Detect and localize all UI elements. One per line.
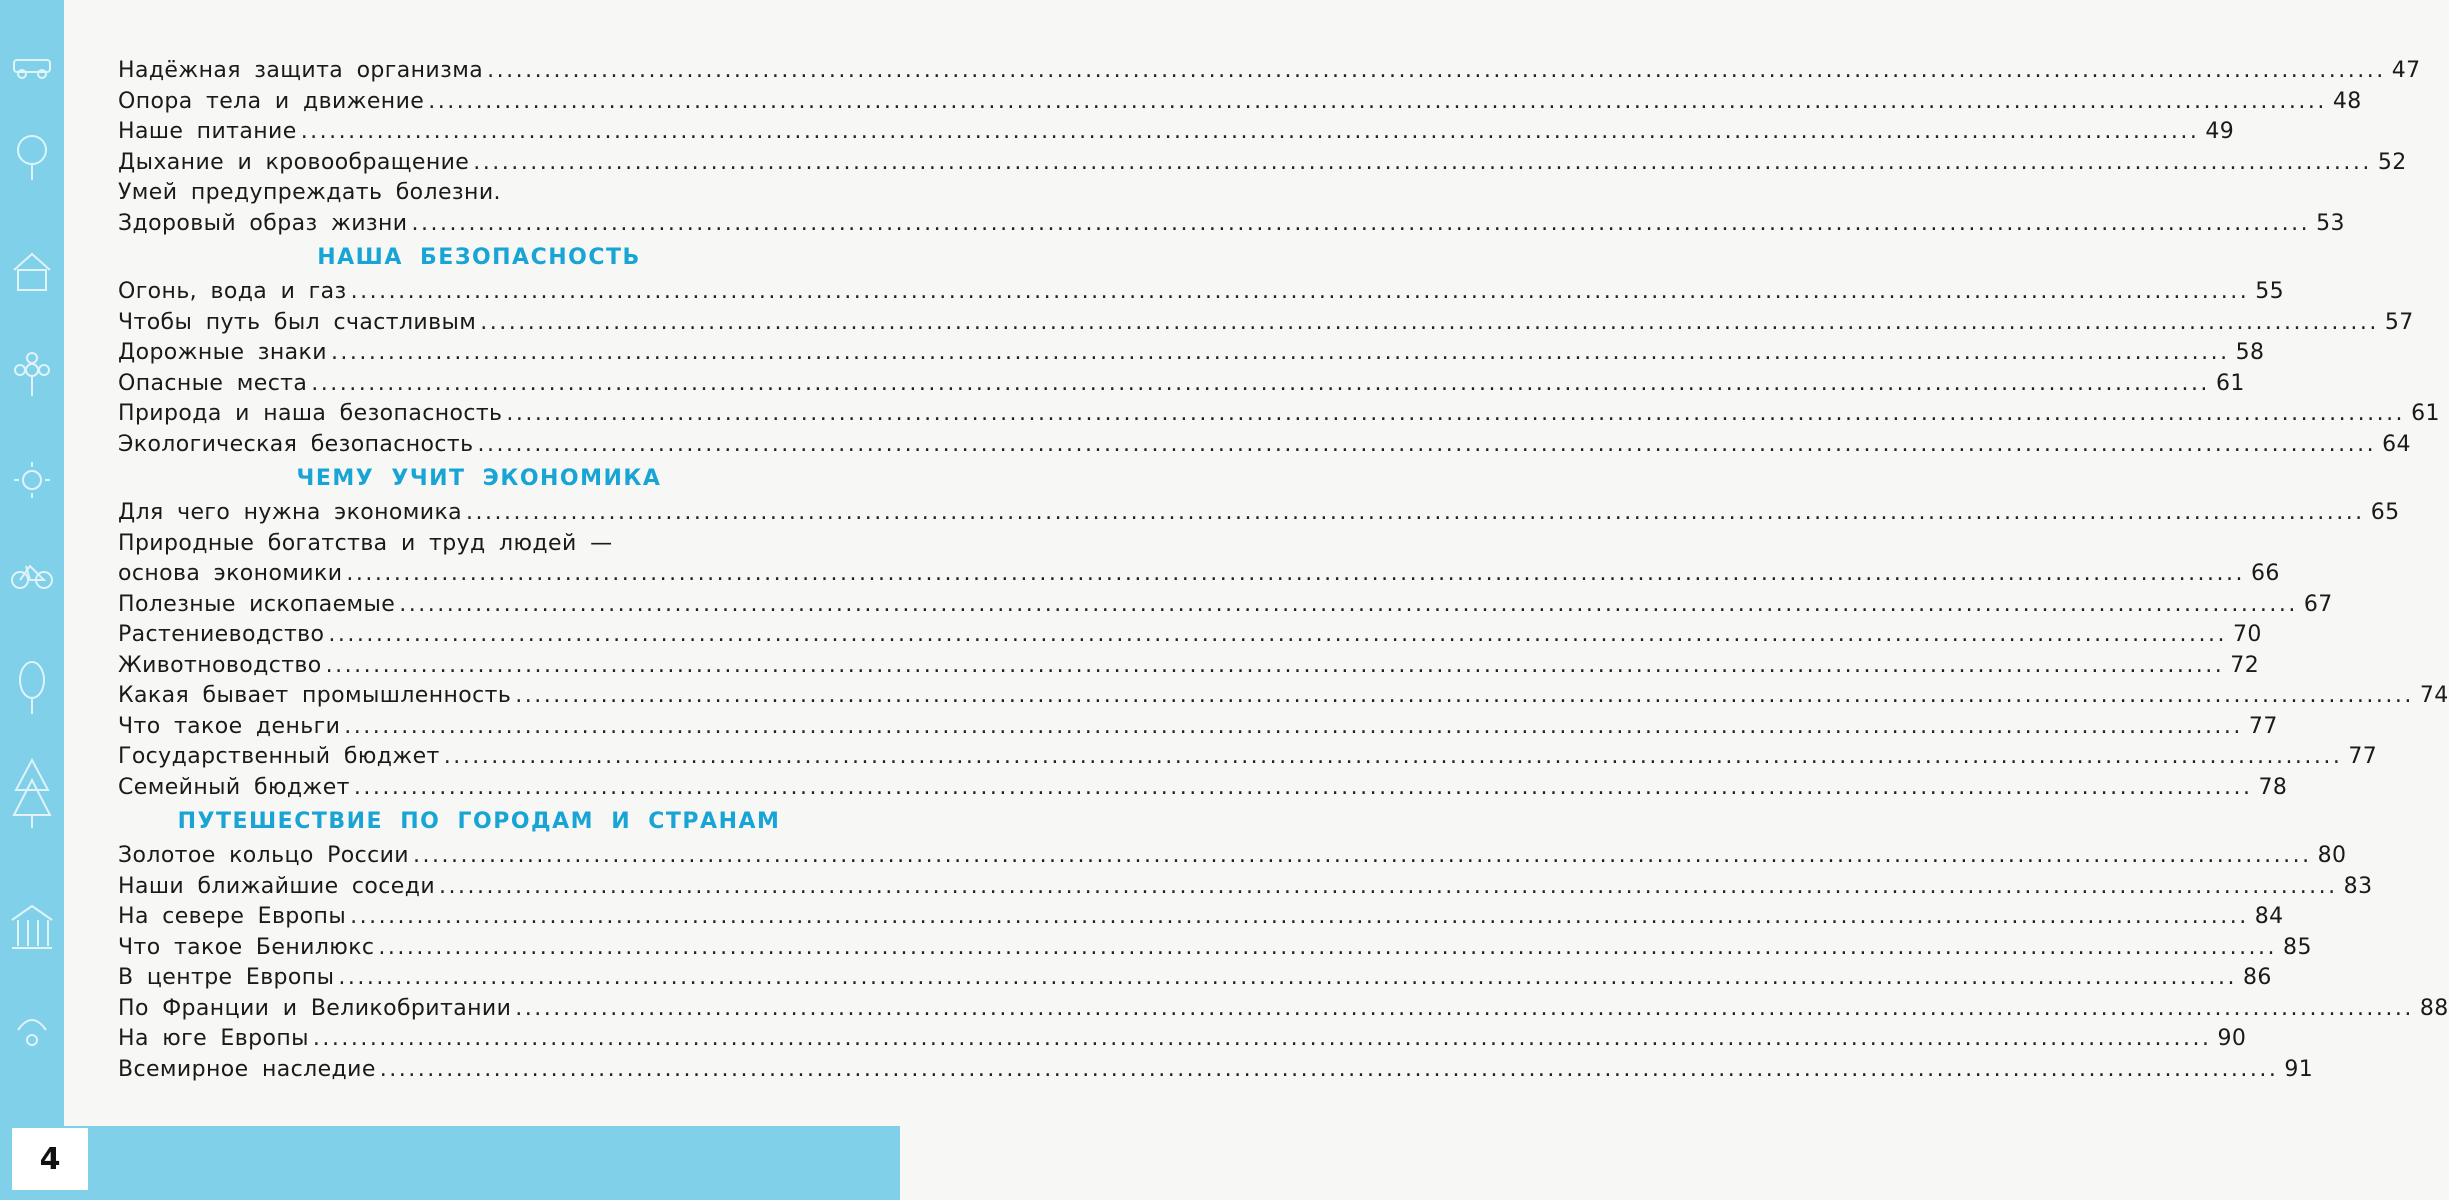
toc-entry-page: 65 [2370, 500, 2400, 525]
toc-entry-page: 64 [2382, 431, 2411, 457]
dot-leader: ........................................................................................................................................................................................................ [344, 713, 2243, 739]
dot-leader: ........................................................................................................................................................................................................ [378, 934, 2278, 960]
tree-icon [18, 136, 46, 180]
toc-entry-title: Растениеводство [118, 622, 325, 647]
dot-leader: ........................................................................................................................................................................................................ [353, 774, 2253, 800]
dot-leader: ........................................................................................................................................................................................................ [399, 591, 2298, 617]
toc-entry[interactable] [118, 338, 2265, 369]
section-heading: ЧЕМУ УЧИТ ЭКОНОМИКА [296, 466, 662, 491]
toc-entry-title: Огонь, вода и газ [118, 279, 347, 304]
toc-entry-title: В центре Европы [118, 965, 335, 990]
toc-entry-page: 88 [2419, 995, 2449, 1021]
toc-entry-page: 66 [2251, 561, 2280, 586]
dot-leader: ........................................................................................................................................................................................................ [379, 1056, 2279, 1082]
page-number: 4 [12, 1128, 88, 1190]
dot-leader: ........................................................................................................................................................................................................ [477, 431, 2377, 457]
toc-entry[interactable] [118, 277, 2285, 308]
dot-leader: ........................................................................................................................................................................................................ [466, 500, 2365, 525]
dot-leader: ........................................................................................................................................................................................................ [515, 683, 2414, 708]
dot-leader: ........................................................................................................................................................................................................ [506, 401, 2406, 426]
toc-entry-page: 90 [2217, 1026, 2247, 1051]
bottom-band [0, 1126, 900, 1200]
toc-entry-page: 61 [2215, 370, 2245, 396]
toc-entry-title: По Франции и Великобритании [118, 995, 512, 1021]
section-heading: НАША БЕЗОПАСНОСТЬ [317, 245, 641, 270]
dot-leader: ........................................................................................................................................................................................................ [312, 1026, 2212, 1051]
toc-entry-page: 83 [2343, 873, 2373, 899]
dot-leader: ........................................................................................................................................................................................................ [325, 652, 2225, 678]
dot-leader: ........................................................................................................................................................................................................ [328, 622, 2228, 647]
sidebar-decoration [0, 0, 64, 1200]
dot-leader: ........................................................................................................................................................................................................ [330, 340, 2230, 365]
section-heading: ПУТЕШЕСТВИЕ ПО ГОРОДАМ И СТРАНАМ [177, 809, 781, 834]
toc-entry[interactable] [118, 430, 2411, 461]
building-icon [12, 906, 52, 948]
toc-entry-title: Полезные ископаемые [118, 591, 396, 617]
toc-entry[interactable] [118, 559, 2280, 590]
toc-entry-title-line: Умей предупреждать болезни. [118, 180, 501, 205]
toc-entry[interactable] [118, 872, 2373, 903]
dot-leader: ........................................................................................................................................................................................................ [346, 561, 2246, 586]
toc-entry-page: 72 [2230, 652, 2260, 678]
toc-entry[interactable] [118, 902, 2284, 933]
toc-entry[interactable] [118, 209, 2345, 240]
dot-leader: ........................................................................................................................................................................................................ [480, 309, 2379, 335]
flower-icon [15, 353, 49, 396]
toc-entry-title: На юге Европы [118, 1026, 309, 1051]
toc-entry-title: Какая бывает промышленность [118, 683, 512, 708]
toc-entry-title: Природа и наша безопасность [118, 401, 503, 426]
dot-leader: ........................................................................................................................................................................................................ [443, 744, 2343, 769]
dot-leader: ........................................................................................................................................................................................................ [338, 965, 2237, 990]
toc-entry[interactable] [118, 933, 2312, 964]
table-of-contents [118, 56, 2449, 1085]
toc-entry-page: 61 [2411, 401, 2440, 426]
toc-entry-title: Чтобы путь был счастливым [118, 309, 477, 335]
dot-leader: ........................................................................................................................................................................................................ [487, 58, 2386, 83]
toc-entry[interactable] [118, 117, 2235, 148]
toc-entry-title: Животноводство [118, 652, 322, 678]
toc-entry[interactable] [118, 498, 2400, 529]
toc-entry[interactable] [118, 148, 2407, 179]
toc-entry-page: 55 [2255, 279, 2285, 304]
dot-leader: ........................................................................................................................................................................................................ [311, 370, 2210, 396]
toc-entry[interactable] [118, 369, 2245, 400]
toc-entry-title: Семейный бюджет [118, 774, 350, 800]
toc-entry-title: Всемирное наследие [118, 1056, 376, 1082]
car-icon [14, 60, 50, 78]
toc-entry-title: Золотое кольцо России [118, 843, 410, 868]
toc-entry-page: 78 [2258, 774, 2288, 800]
bird-icon [18, 1020, 46, 1045]
toc-entry[interactable] [118, 308, 2414, 339]
dot-leader: ........................................................................................................................................................................................................ [350, 279, 2250, 304]
toc-entry-title: Что такое деньги [118, 713, 341, 739]
toc-entry[interactable] [118, 1055, 2314, 1086]
toc-entry[interactable] [118, 1024, 2247, 1055]
toc-entry-title: Что такое Бенилюкс [118, 934, 375, 960]
toc-entry-page: 49 [2205, 119, 2235, 144]
toc-entry-title: Дорожные знаки [118, 340, 327, 365]
fir-tree-icon [14, 760, 50, 828]
toc-entry-title: Государственный бюджет [118, 744, 440, 769]
toc-entry-page: 47 [2391, 58, 2421, 83]
toc-entry[interactable] [118, 87, 2362, 118]
toc-entry[interactable] [118, 399, 2440, 430]
sidebar-icon-pattern [6, 40, 58, 1080]
toc-entry-page: 91 [2284, 1056, 2314, 1082]
dot-leader: ........................................................................................................................................................................................................ [428, 88, 2327, 114]
sun-icon [14, 462, 50, 498]
dot-leader: ........................................................................................................................................................................................................ [411, 210, 2311, 236]
dot-leader: ........................................................................................................................................................................................................ [439, 873, 2338, 899]
house-icon [14, 254, 50, 290]
toc-entry-page: 52 [2377, 149, 2407, 175]
toc-entry-title: Надёжная защита организма [118, 58, 484, 83]
toc-entry-title: На севере Европы [118, 904, 347, 929]
toc-entry[interactable] [118, 994, 2449, 1025]
toc-entry-page: 53 [2316, 210, 2345, 236]
dot-leader: ........................................................................................................................................................................................................ [413, 843, 2312, 868]
toc-entry[interactable] [118, 56, 2421, 87]
dot-leader: ........................................................................................................................................................................................................ [300, 119, 2200, 144]
toc-entry[interactable] [118, 773, 2288, 804]
toc-entry-title: Экологическая безопасность [118, 431, 474, 457]
tree-icon-2 [20, 662, 44, 714]
toc-entry-page: 58 [2235, 340, 2265, 365]
toc-entry[interactable] [118, 651, 2260, 682]
toc-entry-title: Дыхание и кровообращение [118, 149, 470, 175]
toc-entry-page: 84 [2254, 904, 2284, 929]
toc-entry-page: 74 [2419, 683, 2449, 708]
toc-entry[interactable] [118, 742, 2378, 773]
toc-entry[interactable] [118, 841, 2347, 872]
dot-leader: ........................................................................................................................................................................................................ [350, 904, 2249, 929]
toc-entry-title-line: Природные богатства и труд людей — [118, 530, 613, 556]
toc-entry-page: 57 [2384, 309, 2414, 335]
toc-entry-title: Опасные места [118, 370, 308, 396]
toc-entry[interactable] [118, 681, 2449, 712]
toc-entry-title: Наше питание [118, 119, 297, 144]
toc-entry-page: 77 [2348, 744, 2378, 769]
toc-entry[interactable] [118, 712, 2278, 743]
toc-entry[interactable] [118, 590, 2333, 621]
toc-entry-title: Опора тела и движение [118, 88, 425, 114]
toc-entry-page: 67 [2303, 591, 2333, 617]
toc-entry-page: 70 [2233, 622, 2262, 647]
toc-entry[interactable] [118, 963, 2272, 994]
toc-entry-page: 80 [2317, 843, 2347, 868]
dot-leader: ........................................................................................................................................................................................................ [473, 149, 2372, 175]
toc-entry-title: Наши ближайшие соседи [118, 873, 436, 899]
toc-entry-page: 85 [2283, 934, 2312, 960]
toc-entry-page: 77 [2248, 713, 2278, 739]
toc-entry-title: Здоровый образ жизни [118, 210, 408, 236]
toc-entry-title: Для чего нужна экономика [118, 500, 463, 525]
toc-entry-page: 48 [2332, 88, 2362, 114]
toc-entry[interactable] [118, 620, 2262, 651]
toc-entry-page: 86 [2242, 965, 2272, 990]
bicycle-icon [12, 566, 52, 588]
dot-leader: ........................................................................................................................................................................................................ [515, 995, 2414, 1021]
toc-entry-title: основа экономики [118, 561, 343, 586]
